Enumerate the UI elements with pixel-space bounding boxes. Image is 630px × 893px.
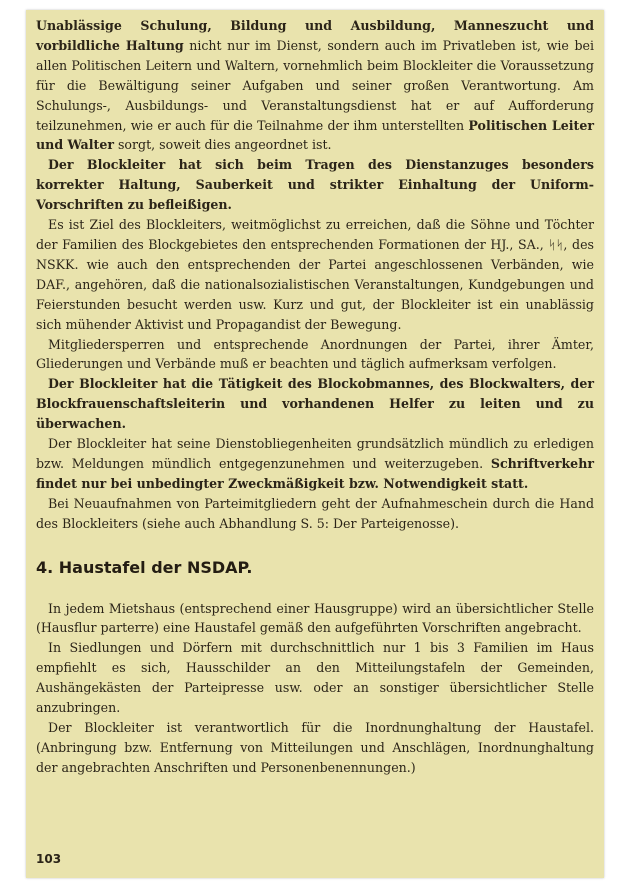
paragraph-schulung-bold-inline: Politischen Leiter und Walter [36,117,595,153]
paragraph-dienstanzug: Der Blockleiter hat sich beim Tragen des Dienstanzuges besonders korrekter Haltung, Sauberkeit und strikter Einhaltung der Uniform-Vorschriften zu befleißigen. [36,157,594,213]
paragraph-ziel: Es ist Ziel des Blockleiters, weitmöglichst zu erreichen, daß die Söhne und Töchter der Familien des Blockgebietes den entsprechenden Formationen der HJ., SA., ᛋᛋ, des NSKK. wie auch den entsprechenden der Partei angeschlossenen Verbänden, wie DAF., angehören, daß die nationalsozialistischen Veranstaltungen, Kundgebungen und Feierstunden besucht werden usw. Kurz und gut, der Blockleiter ist ein unablässig sich mühender Aktivist und Propagandist der Bewegung. [36,217,594,332]
book-page [26,10,604,878]
paragraph-siedlungen: In Siedlungen und Dörfern mit durchschnittlich nur 1 bis 3 Familien im Haus empfiehlt es sich, Hausschilder an den Mitteilungstafeln der Gemeinden, Aushängekästen der Parteipresse usw. oder an sonstiger übersichtlicher Stelle anzubringen. [36,640,594,716]
paragraph-schulung-bold-lead: Unablässige Schulung, Bildung und Ausbildung, Manneszucht und vorbildliche Haltung [36,18,594,53]
paragraph-schulung [36,16,594,155]
page-text [36,16,594,778]
paragraph-taetigkeit: Der Blockleiter hat die Tätigkeit des Blockobmannes, des Blockwalters, der Blockfrauenschaftsleiterin und vorhandenen Helfer zu leiten und zu überwachen. [36,376,594,432]
paragraph-schulung-body: nicht nur im Dienst, sondern auch im Privatleben ist, wie bei allen Politischen Leitern und Waltern, vornehmlich beim Blockleiter die Voraussetzung für die Bewältigung seiner Aufgaben und seiner großen Verantwortung. Am Schulungs-, Ausbildungs- und Veranstaltungsdienst hat er auf Aufforderung teilzunehmen, wie er auch für die Teilnahme der ihm unterstellten [36,37,594,133]
paragraph-verantwortlich: Der Blockleiter ist verantwortlich für die Inordnunghaltung der Haustafel. (Anbringung bzw. Entfernung von Mitteilungen und Anschlägen, Inordnunghaltung der angebrachten Anschriften und Personenbenennungen.) [36,720,594,775]
paragraph-dienstobliegenheiten-body: Der Blockleiter hat seine Dienstobliegenheiten grundsätzlich mündlich zu erledigen bzw. Meldungen mündlich entgegenzunehmen und weiterzugeben. [36,436,594,471]
section-heading-haustafel: 4. Haustafel der NSDAP. [36,557,253,577]
paragraph-dienstobliegenheiten [36,434,594,494]
paragraph-mitgliedersperren: Mitgliedersperren und entsprechende Anordnungen der Partei, ihrer Ämter, Gliederungen und Verbände muß er beachten und täglich aufmerksam verfolgen. [36,336,594,372]
paragraph-mietshaus: In jedem Mietshaus (entsprechend einer Hausgruppe) wird an übersichtlicher Stelle (Hausflur parterre) eine Haustafel gemäß den aufgeführten Vorschriften angebracht. [36,600,594,636]
paragraph-schulung-tail: sorgt, soweit dies angeordnet ist. [113,137,332,153]
paragraph-dienstobliegenheiten-bold: Schriftverkehr findet nur bei unbedingter Zweckmäßigkeit bzw. Notwendigkeit statt. [36,455,594,491]
paragraph-neuaufnahmen: Bei Neuaufnahmen von Parteimitgliedern geht der Aufnahmeschein durch die Hand des Blockleiters (siehe auch Abhandlung S. 5: Der Parteigenosse). [36,495,594,531]
page-number: 103 [36,852,62,866]
